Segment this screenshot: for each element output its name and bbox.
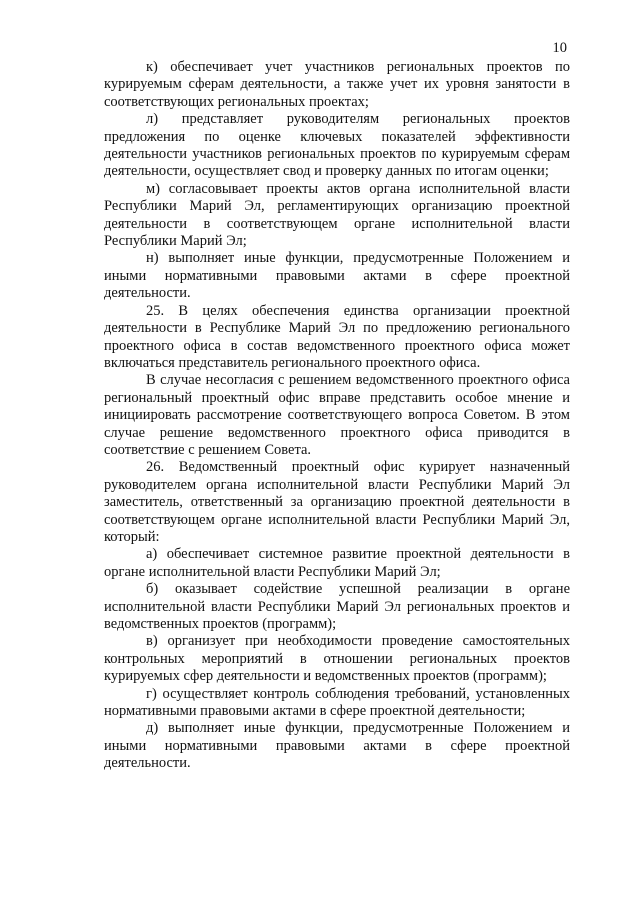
paragraph-v: в) организует при необходимости проведение самостоятельных контрольных мероприятий в отношении региональных проектов курируемых сфер деятельности и ведомственных проектов (программ);: [104, 633, 570, 685]
paragraph-clause-25: 25. В целях обеспечения единства организации проектной деятельности в Республике Марий Эл по предложению регионального проектного офиса в состав ведомственного проектного офиса может включаться представитель регионального проектного офиса.: [104, 302, 570, 371]
paragraph-disagreement: В случае несогласия с решением ведомственного проектного офиса региональный проектный офис вправе представить особое мнение и инициировать рассмотрение соответствующего вопроса Советом. В этом случае решение ведомственного проектного офиса приводится в соответствие с решением Совета.: [104, 372, 570, 458]
paragraph-m: м) согласовывает проекты актов органа исполнительной власти Республики Марий Эл, регламентирующих организацию проектной деятельности в соответствующем органе исполнительной власти Республики Марий Эл;: [104, 180, 570, 250]
paragraph-k: к) обеспечивает учет участников региональных проектов по курируемым сферам деятельности, а также учет их уровня занятости в соответствующих региональных проектах;: [104, 59, 570, 110]
paragraph-n: н) выполняет иные функции, предусмотренные Положением и иными нормативными правовыми актами в сфере проектной деятельности.: [104, 250, 570, 302]
paragraph-d: д) выполняет иные функции, предусмотренные Положением и иными нормативными правовыми актами в сфере проектной деятельности.: [104, 720, 570, 772]
paragraph-l: л) представляет руководителям региональных проектов предложения по оценке ключевых показателей эффективности деятельности участников региональных проектов по курируемым сферам деятельности, осуществляет свод и проверку данных по итогам оценки;: [104, 111, 570, 180]
page-number: 10: [552, 40, 567, 56]
paragraph-g: г) осуществляет контроль соблюдения требований, установленных нормативными правовыми актами в сфере проектной деятельности;: [104, 685, 570, 720]
paragraph-a: а) обеспечивает системное развитие проектной деятельности в органе исполнительной власти Республики Марий Эл;: [104, 546, 570, 580]
paragraph-b: б) оказывает содействие успешной реализации в органе исполнительной власти Республики Марий Эл региональных проектов и ведомственных проектов (программ);: [104, 581, 570, 632]
paragraph-clause-26: 26. Ведомственный проектный офис курирует назначенный руководителем органа исполнительной власти Республики Марий Эл заместитель, ответственный за организацию проектной деятельности в соответствующем органе исполнительной власти Республики Марий Эл, который:: [104, 459, 570, 545]
document-body: [104, 59, 570, 773]
